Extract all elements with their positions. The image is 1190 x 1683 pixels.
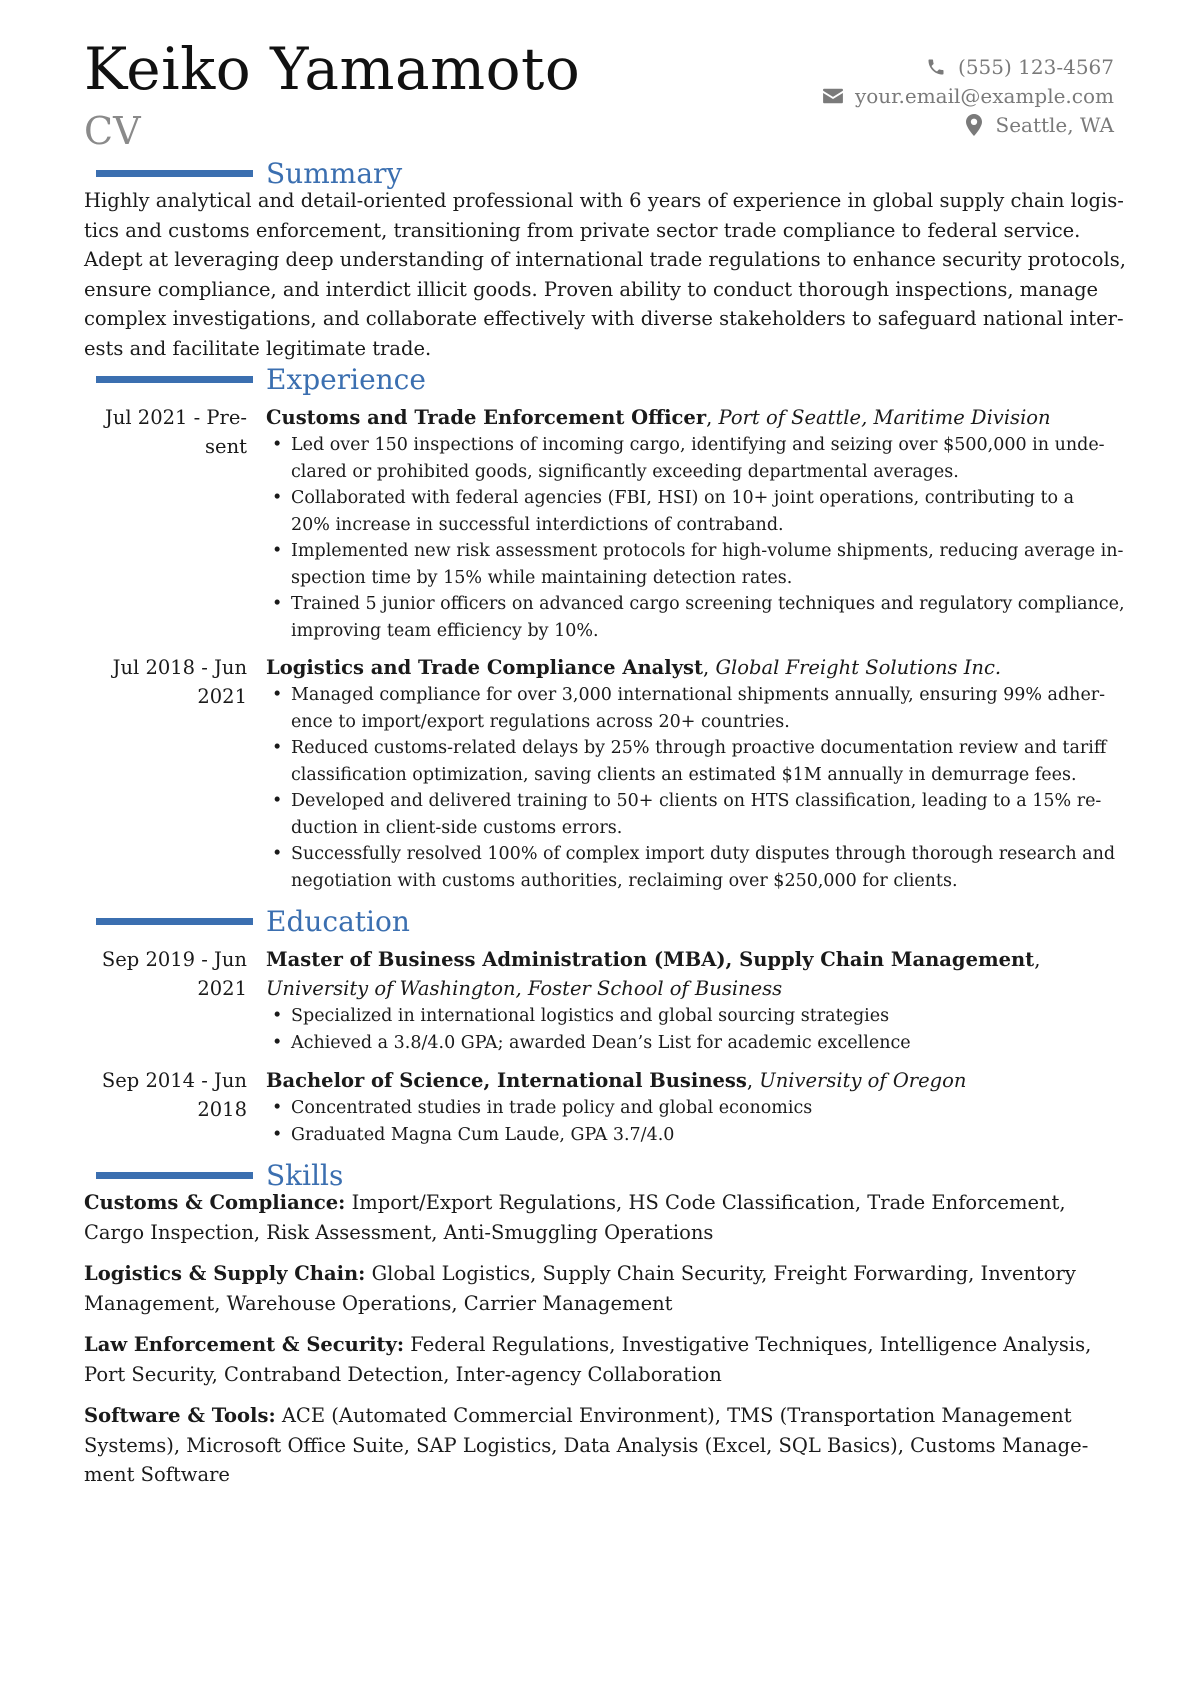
employer: Port of Seattle, Maritime Division — [718, 406, 1051, 429]
date-line: Jul 2018 - Jun — [112, 656, 247, 679]
entry-body — [266, 945, 1116, 1056]
skill-line — [84, 1330, 1114, 1360]
entry-date — [84, 1066, 247, 1124]
job-title: Logistics and Trade Compliance Analyst — [266, 656, 704, 679]
employer: Global Freight Solutions Inc. — [715, 656, 1002, 679]
bullet-line: • Specialized in international logistics and global sourcing strategies — [291, 1006, 890, 1026]
skill-group — [84, 1401, 1114, 1490]
date-line: sent — [205, 435, 247, 458]
entry-heading: Bachelor of Science, International Business, University of Oregon — [266, 1069, 967, 1092]
skill-line: Port Security, Contraband Detection, Inter-agency Collaboration — [84, 1362, 722, 1386]
bullet-line: • Managed compliance for over 3,000 international shipments annually, ensuring 99% adher- — [291, 685, 1106, 705]
skill-line: Cargo Inspection, Risk Assessment, Anti-Smuggling Operations — [84, 1220, 714, 1244]
contact-email — [694, 81, 1114, 110]
bullet-line: classification optimization, saving clients an estimated $1M annually in demurrage fees. — [291, 764, 1077, 785]
summary-paragraph — [84, 186, 1126, 363]
date-line: Sep 2014 - Jun — [101, 1069, 247, 1092]
skills-list — [84, 1188, 1114, 1502]
person-name: Keiko Yamamoto — [84, 35, 581, 103]
skill-line — [84, 1401, 1114, 1431]
school: University of Washington, Foster School of Business — [266, 977, 783, 1000]
bullet-line: spection time by 15% while maintaining detection rates. — [291, 567, 793, 588]
list-item — [266, 735, 1116, 788]
school: University of Oregon — [759, 1069, 967, 1092]
list-item — [266, 538, 1124, 591]
entry-body — [266, 403, 1125, 644]
bullet-line: • Implemented new risk assessment protocols for high-volume shipments, reducing average in- — [291, 541, 1124, 561]
date-line: Sep 2019 - Jun — [101, 948, 247, 971]
skill-text: Federal Regulations, Investigative Techniques, Intelligence Analysis, — [404, 1333, 1092, 1356]
entry-body — [266, 653, 1116, 894]
summary-line: ests and facilitate legitimate trade. — [84, 336, 432, 360]
bullet-line: improving team efficiency by 10%. — [291, 620, 599, 641]
skill-line: Systems), Microsoft Office Suite, SAP Logistics, Data Analysis (Excel, SQL Basics), Customs Manage- — [84, 1433, 1089, 1457]
list-item — [266, 432, 1116, 485]
bullet-line: • Developed and delivered training to 50+ clients on HTS classification, leading to a 15% re- — [291, 791, 1102, 811]
summary-line: ensure compliance, and interdict illicit goods. Proven ability to conduct thorough inspections, manage — [84, 277, 1099, 301]
entry-date — [84, 653, 247, 711]
bullet-line: duction in client-side customs errors. — [291, 817, 623, 838]
list-item — [266, 788, 1116, 841]
entry-heading: Logistics and Trade Compliance Analyst, Global Freight Solutions Inc. — [266, 656, 1002, 679]
list-item — [266, 1095, 1116, 1122]
date-line: Jul 2021 - Pre- — [105, 406, 247, 429]
bullet-list — [266, 1095, 1116, 1148]
contact-block — [694, 52, 1114, 139]
skill-group — [84, 1330, 1114, 1389]
bullet-line: ence to import/export regulations across 20+ countries. — [291, 711, 790, 732]
contact-phone — [694, 52, 1114, 81]
entry-heading: Customs and Trade Enforcement Officer, Port of Seattle, Maritime Division — [266, 406, 1051, 429]
list-item — [266, 682, 1116, 735]
list-item — [266, 1122, 1116, 1149]
section-education-header — [96, 906, 1096, 940]
bullet-line: • Led over 150 inspections of incoming cargo, identifying and seizing over $500,000 in unde- — [291, 435, 1105, 455]
skill-text: ACE (Automated Commercial Environment), TMS (Transportation Management — [275, 1404, 1072, 1427]
degree: Master of Business Administration (MBA), Supply Chain Management — [266, 948, 1035, 971]
list-item — [266, 841, 1116, 894]
section-title: Summary — [266, 157, 403, 190]
bullet-line: clared or prohibited goods, significantly exceeding departmental averages. — [291, 461, 959, 482]
bullet-line: • Reduced customs-related delays by 25% through proactive documentation review and tariff — [291, 738, 1107, 758]
section-title: Experience — [266, 363, 426, 396]
bullet-list — [266, 432, 1125, 644]
phone-text: (555) 123-4567 — [958, 54, 1114, 79]
section-bar — [96, 1172, 253, 1179]
bullet-line: negotiation with customs authorities, reclaiming over $250,000 for clients. — [291, 870, 958, 891]
summary-line: Adept at leveraging deep understanding of international trade regulations to enhance security protocols, — [84, 248, 1126, 271]
list-item — [266, 1003, 1116, 1030]
bullet-list — [266, 682, 1116, 894]
section-bar — [96, 918, 253, 925]
date-line: 2018 — [197, 1098, 247, 1121]
email-text: your.email@example.com — [854, 83, 1114, 108]
summary-line: complex investigations, and collaborate effectively with diverse stakeholders to safeguard national inter- — [84, 307, 1124, 330]
bullet-line: • Achieved a 3.8/4.0 GPA; awarded Dean’s List for academic excellence — [291, 1032, 911, 1053]
list-item — [266, 485, 1116, 538]
envelope-icon — [821, 87, 845, 105]
section-title: Education — [266, 905, 410, 938]
skill-group — [84, 1188, 1114, 1247]
entry-date — [84, 403, 247, 461]
section-title: Skills — [266, 1159, 344, 1192]
bullet-line: 20% increase in successful interdictions of contraband. — [291, 514, 784, 535]
entry-date — [84, 945, 247, 1003]
map-pin-icon — [962, 114, 986, 136]
list-item — [266, 591, 1125, 644]
entry-heading: Master of Business Administration (MBA), Supply Chain Management, — [266, 948, 1041, 971]
section-bar — [96, 170, 253, 177]
skill-category: Logistics & Supply Chain: — [84, 1262, 366, 1285]
bullet-line: • Graduated Magna Cum Laude, GPA 3.7/4.0 — [291, 1124, 675, 1145]
degree: Bachelor of Science, International Business — [266, 1069, 747, 1092]
bullet-line: • Trained 5 junior officers on advanced cargo screening techniques and regulatory compliance, — [291, 594, 1125, 614]
skill-category: Customs & Compliance: — [84, 1191, 346, 1214]
bullet-line: • Concentrated studies in trade policy and global economics — [291, 1098, 813, 1118]
skill-text: Global Logistics, Supply Chain Security, Freight Forwarding, Inventory — [365, 1262, 1076, 1285]
skill-category: Law Enforcement & Security: — [84, 1333, 405, 1356]
list-item — [266, 1030, 1116, 1057]
skill-group — [84, 1259, 1114, 1318]
skill-line — [84, 1188, 1114, 1218]
skill-line: ment Software — [84, 1463, 230, 1486]
job-title: Customs and Trade Enforcement Officer — [266, 406, 707, 429]
skill-line — [84, 1259, 1114, 1289]
bullet-line: • Successfully resolved 100% of complex import duty disputes through thorough research and — [291, 844, 1116, 864]
location-text: Seattle, WA — [995, 112, 1114, 137]
document-subtitle: CV — [84, 109, 141, 153]
summary-line: tics and customs enforcement, transitioning from private sector trade compliance to federal service. — [84, 218, 1081, 242]
phone-icon — [924, 57, 948, 77]
skill-text: Import/Export Regulations, HS Code Classification, Trade Enforcement, — [345, 1191, 1066, 1214]
date-line: 2021 — [197, 977, 247, 1000]
entry-body — [266, 1066, 1116, 1148]
section-experience-header — [96, 364, 1096, 398]
skill-line: Management, Warehouse Operations, Carrier Management — [84, 1291, 673, 1315]
summary-line: Highly analytical and detail-oriented professional with 6 years of experience in global supply chain logis- — [84, 189, 1124, 212]
skill-category: Software & Tools: — [84, 1404, 276, 1427]
bullet-line: • Collaborated with federal agencies (FBI, HSI) on 10+ joint operations, contributing to a — [291, 488, 1075, 508]
date-line: 2021 — [197, 685, 247, 708]
contact-location — [694, 110, 1114, 139]
section-bar — [96, 376, 253, 383]
bullet-list — [266, 1003, 1116, 1056]
